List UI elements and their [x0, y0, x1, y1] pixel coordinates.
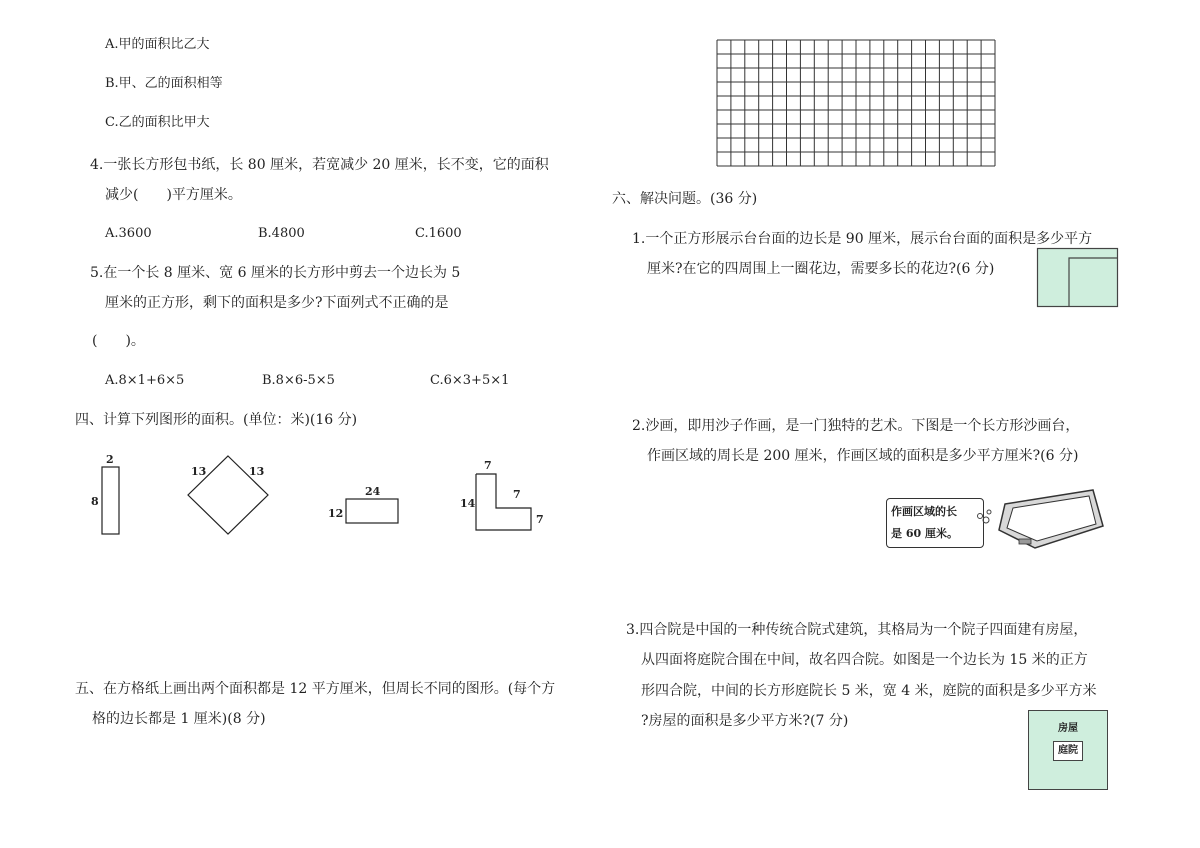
fig4-inner-label: 7: [513, 488, 521, 501]
square-grid-paper[interactable]: [716, 39, 996, 167]
p3-line3: 形四合院，中间的长方形庭院长 5 米，宽 4 米，庭院的面积是多少平方米: [641, 683, 1097, 699]
fig4-right-label: 7: [536, 513, 544, 526]
bubble-line1: 作画区域的长: [891, 505, 957, 518]
yard-label: 庭院: [1053, 741, 1083, 761]
fig3-top-label: 24: [365, 485, 381, 498]
q5-line2: 厘米的正方形，剩下的面积是多少?下面列式不正确的是: [105, 295, 449, 311]
q4-line1: 4.一张长方形包书纸，长 80 厘米，若宽减少 20 厘米，长不变，它的面积: [90, 157, 549, 173]
section4-figures: [0, 445, 600, 555]
section4-title: 四、计算下列图形的面积。(单位：米)(16 分): [75, 412, 358, 428]
fig1-rect: [102, 467, 119, 534]
q4-line2: 减少( )平方厘米。: [105, 187, 242, 203]
q3-option-c: C.乙的面积比甲大: [105, 115, 210, 130]
house-label: 房屋: [1058, 723, 1078, 734]
fig2-right-label: 13: [249, 465, 265, 478]
fig3-rect: [346, 499, 398, 523]
section5-line2: 格的边长都是 1 厘米)(8 分): [92, 711, 266, 727]
q5-option-b: B.8×6-5×5: [262, 373, 335, 388]
q5-line3: ( )。: [92, 333, 145, 349]
q3-option-a: A.甲的面积比乙大: [105, 37, 210, 52]
section5-line1: 五、在方格纸上画出两个面积都是 12 平方厘米，但周长不同的图形。(每个方: [75, 681, 556, 697]
q5-option-c: C.6×3+5×1: [430, 373, 510, 388]
bubble-line2: 是 60 厘米。: [891, 527, 958, 540]
q5-option-a: A.8×1+6×5: [105, 373, 185, 388]
fig4-top-label: 7: [484, 459, 492, 472]
fig3-side-label: 12: [328, 507, 344, 520]
p3-line1: 3.四合院是中国的一种传统合院式建筑，其格局为一个院子四面建有房屋，: [626, 622, 1088, 638]
p1-line2: 厘米?在它的四周围上一圈花边，需要多长的花边?(6 分): [647, 261, 995, 277]
sand-table-speech-bubble: [886, 498, 984, 548]
p1-line1: 1.一个正方形展示台台面的边长是 90 厘米，展示台台面的面积是多少平方: [632, 231, 1093, 247]
p2-line1: 2.沙画，即用沙子作画，是一门独特的艺术。下图是一个长方形沙画台，: [632, 418, 1080, 434]
q4-option-b: B.4800: [258, 226, 305, 241]
section6-title: 六、解决问题。(36 分): [612, 191, 758, 207]
q4-option-c: C.1600: [415, 226, 462, 241]
q5-line1: 5.在一个长 8 厘米、宽 6 厘米的长方形中剪去一个边长为 5: [90, 265, 461, 281]
fig1-side-label: 8: [91, 495, 99, 508]
p3-line4: ?房屋的面积是多少平方米?(7 分): [641, 713, 849, 729]
p3-line2: 从四面将庭院合围在中间，故名四合院。如图是一个边长为 15 米的正方: [641, 652, 1088, 668]
q4-option-a: A.3600: [105, 226, 152, 241]
p2-line2: 作画区域的周长是 200 厘米，作画区域的面积是多少平方厘米?(6 分): [647, 448, 1079, 464]
siheyuan-diagram: [1028, 710, 1108, 790]
q3-option-b: B.甲、乙的面积相等: [105, 76, 223, 91]
fig4-l-shape: [476, 474, 531, 530]
fig2-left-label: 13: [191, 465, 207, 478]
fig4-left-label: 14: [460, 497, 476, 510]
display-table-diagram: [1037, 248, 1119, 308]
fig1-top-label: 2: [106, 453, 114, 466]
sand-table-illustration: [975, 486, 1115, 556]
